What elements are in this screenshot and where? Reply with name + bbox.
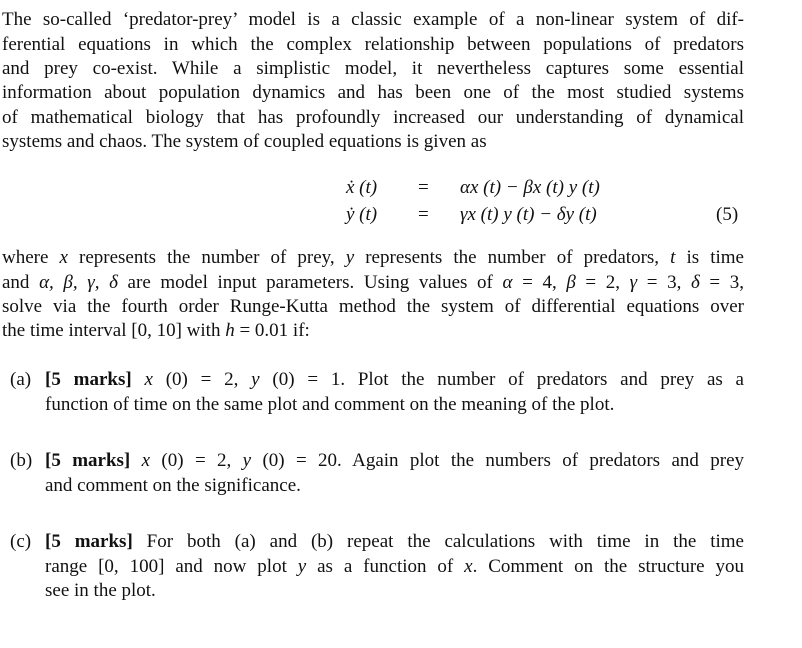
text-segment: of mathematical biology that has profoundly increased our understanding of dynamical	[2, 107, 744, 128]
math-segment: δ	[690, 272, 700, 293]
item-label: (c)	[10, 531, 32, 552]
item-line	[45, 579, 744, 603]
math-segment: x	[59, 247, 68, 268]
paragraph-line	[2, 271, 744, 295]
math-segment: γ	[629, 272, 638, 293]
text-segment: The so-called ‘predator-prey’ model is a classic example of a non-linear system of dif-	[2, 9, 744, 30]
text-segment: range [0, 100] and now plot	[45, 555, 298, 577]
text-segment: are model input parameters. Using values of	[117, 272, 503, 293]
text-segment: where	[2, 247, 60, 268]
text-segment: For both (a) and (b) repeat the calculations with time in the time	[132, 531, 744, 552]
text-segment	[132, 369, 145, 390]
text-segment: (0) = 2,	[152, 369, 252, 390]
text-segment: and prey co-exist. While a simplistic model, it nevertheless captures some essential	[2, 58, 744, 79]
item-line	[45, 474, 744, 498]
paragraph-line	[2, 295, 744, 319]
marks-label: [5 marks]	[45, 450, 131, 471]
item-line	[45, 530, 744, 554]
text-segment: represents the number of prey,	[67, 247, 346, 268]
text-segment: and	[2, 272, 40, 293]
text-segment: (0) = 2,	[150, 450, 243, 471]
paragraph-line	[2, 246, 744, 270]
text-segment: . Comment on the structure you	[472, 555, 745, 577]
text-segment: (0) = 20. Again plot the numbers of predators and prey	[251, 450, 745, 471]
math-segment: y	[345, 247, 355, 268]
text-segment: = 4,	[512, 272, 567, 293]
intro-line	[2, 130, 744, 154]
text-segment: is time	[675, 247, 744, 268]
math-segment: y	[242, 450, 252, 471]
math-segment: α, β, γ, δ	[39, 272, 118, 293]
text-segment: and comment on the significance.	[45, 474, 301, 496]
math-segment: t	[670, 247, 676, 268]
math-segment: α	[502, 272, 513, 293]
equation-number: (5)	[716, 204, 739, 225]
text-segment: information about population dynamics and has been one of the most studied systems	[2, 82, 744, 103]
marks-label: [5 marks]	[45, 531, 133, 552]
marks-label: [5 marks]	[45, 369, 132, 390]
text-segment: as a function of	[306, 555, 465, 577]
text-segment: (0) = 1. Plot the number of predators and prey as a	[259, 369, 744, 390]
item-line	[45, 393, 744, 417]
math-segment: y	[251, 369, 260, 390]
text-segment: systems and chaos. The system of coupled equations is given as	[2, 131, 487, 152]
eq1-equals: =	[418, 177, 429, 198]
text-segment: ferential equations in which the complex relationship between populations of predators	[2, 34, 744, 55]
item-line	[45, 449, 744, 473]
math-segment: y	[297, 555, 307, 577]
math-segment: x	[144, 369, 153, 390]
eq1-rhs: αx (t) − βx (t) y (t)	[460, 177, 600, 198]
eq2-equals: =	[418, 204, 429, 225]
item-label: (a)	[10, 369, 32, 390]
text-segment: = 3,	[699, 272, 744, 293]
paragraph-line	[2, 319, 744, 343]
math-segment: h	[225, 320, 235, 341]
text-segment: represents the number of predators,	[354, 247, 671, 268]
eq2-lhs: ẏ (t)	[346, 204, 378, 225]
text-segment: = 3,	[637, 272, 691, 293]
text-segment: the time interval [0, 10] with	[2, 320, 226, 341]
intro-line	[2, 33, 744, 57]
text-segment: = 2,	[575, 272, 630, 293]
text-segment: = 0.01 if:	[234, 320, 310, 341]
item-label: (b)	[10, 450, 33, 471]
eq1-lhs: ẋ (t)	[346, 177, 378, 198]
intro-line	[2, 57, 744, 81]
item-line	[45, 368, 744, 392]
math-segment: x	[464, 555, 473, 577]
intro-line	[2, 106, 744, 130]
text-segment: solve via the fourth order Runge-Kutta method the system of differential equations over	[2, 296, 744, 317]
eq2-rhs: γx (t) y (t) − δy (t)	[460, 204, 597, 225]
text-segment: see in the plot.	[45, 580, 156, 601]
math-segment: x	[141, 450, 151, 471]
text-segment	[130, 450, 141, 471]
intro-line	[2, 8, 744, 32]
item-line	[45, 555, 744, 579]
math-segment: β	[566, 272, 576, 293]
text-segment: function of time on the same plot and comment on the meaning of the plot.	[45, 393, 615, 415]
intro-line	[2, 81, 744, 105]
